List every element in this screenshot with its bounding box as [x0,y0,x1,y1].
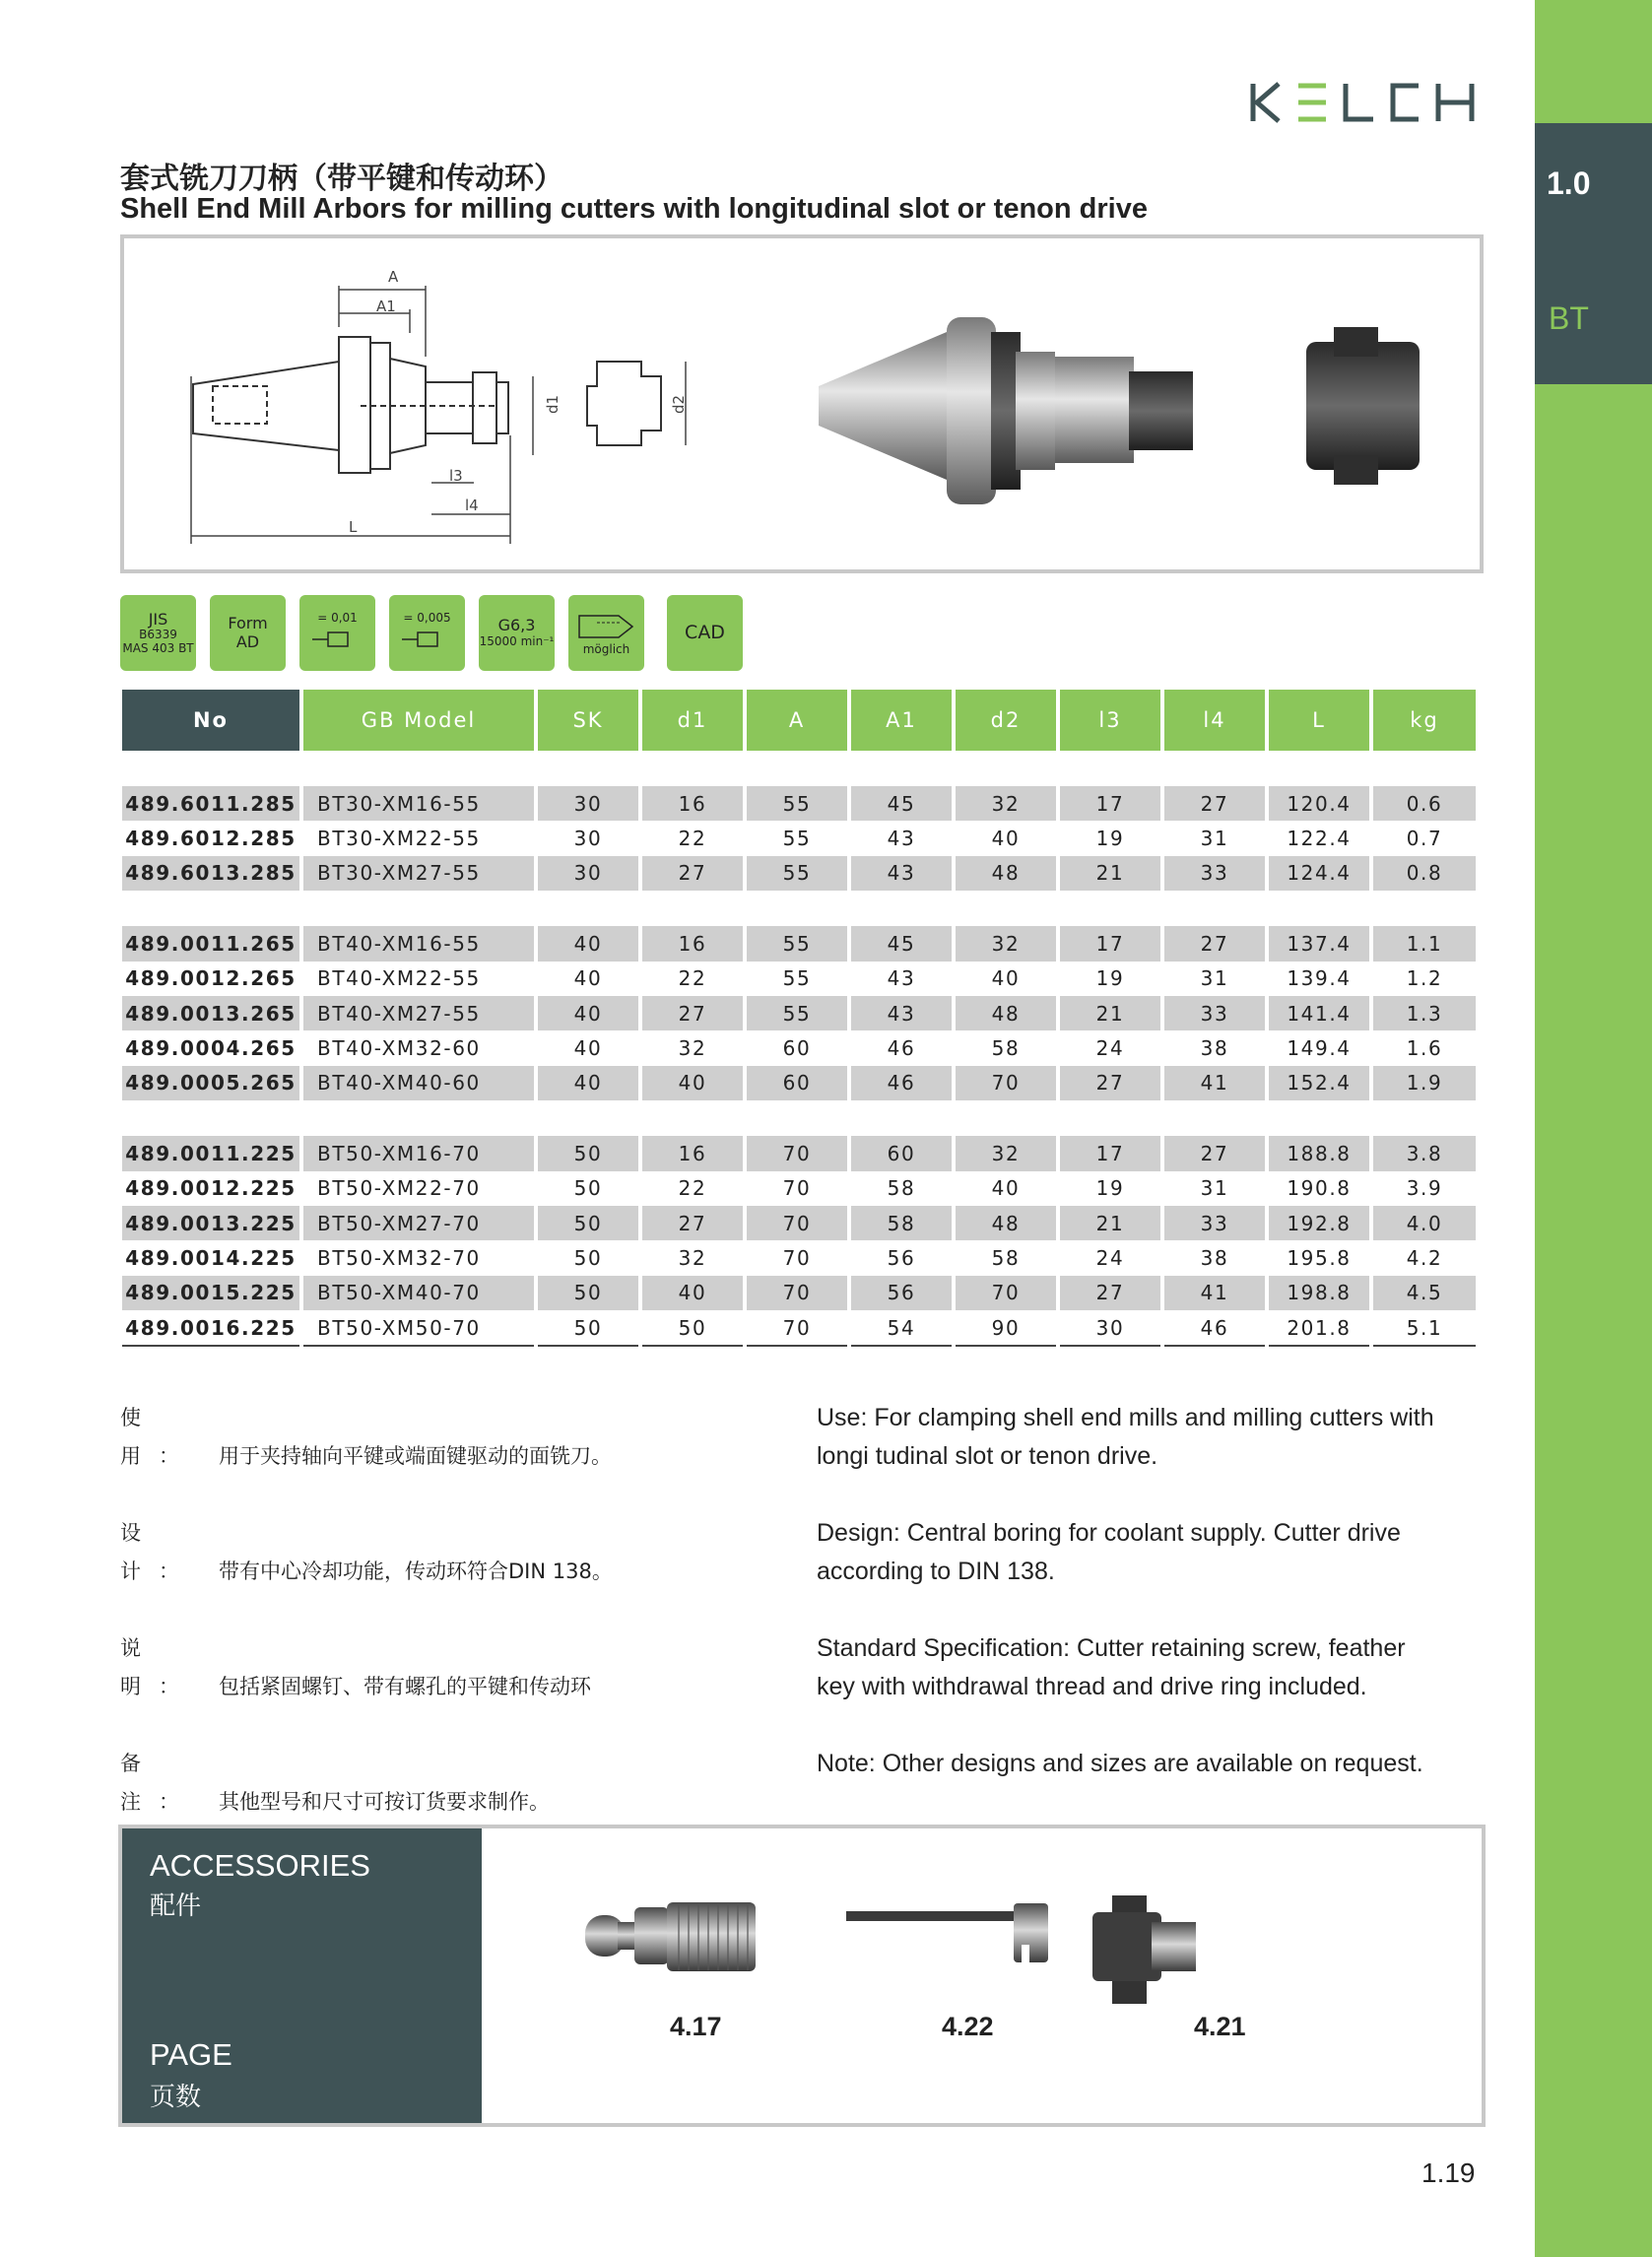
cell-l3: 21 [1060,996,1160,1030]
cell-no: 489.0004.265 [125,1036,297,1061]
cell-d2: 40 [991,1176,1021,1201]
cell-a: 55 [747,786,847,821]
cell-l: 149.4 [1287,1036,1352,1061]
table-row [122,821,1476,855]
cell-a1: 43 [887,966,916,991]
runout-arrow-icon: = 0,01 [317,610,358,625]
page-label: PAGE [150,2037,232,2072]
cell-l: 201.8 [1269,1310,1369,1347]
balance-grade-badge: G6,3 15000 min⁻¹ [479,595,555,671]
cell-gb-model: BT50-XM32-70 [317,1245,481,1270]
cell-a: 70 [782,1245,812,1270]
cell-l: 122.4 [1287,827,1352,851]
cell-a1: 45 [851,786,952,821]
cell-kg: 1.2 [1406,966,1443,991]
cell-d2: 48 [956,996,1056,1030]
cell-kg: 1.1 [1373,926,1476,961]
accessory-ref-wrench[interactable]: 4.22 [942,2012,994,2041]
cell-kg: 4.5 [1373,1276,1476,1310]
cell-kg: 1.3 [1373,996,1476,1030]
cell-gb-model: BT30-XM27-55 [303,856,534,891]
spec-table-body [122,751,1476,1347]
cell-d1: 40 [642,1276,743,1310]
cell-no: 489.6013.285 [122,856,299,891]
cell-a1: 43 [887,827,916,851]
tenon-key-icon [1092,1895,1196,2004]
table-row [122,926,1476,961]
cell-d2: 40 [991,966,1021,991]
page-title-english: Shell End Mill Arbors for milling cutters with longitudinal slot or tenon drive [120,193,1148,225]
cell-d2: 32 [956,1136,1056,1170]
kelch-logo-icon [1249,78,1478,127]
cell-d2: 32 [956,786,1056,821]
cell-d2: 48 [956,856,1056,891]
cell-l4: 33 [1164,996,1265,1030]
table-row [122,1310,1476,1347]
drawing-label-l4: l4 [465,497,479,514]
cell-l3: 24 [1095,1245,1125,1270]
form-ad-badge: Form AD [210,595,286,671]
cell-l: 137.4 [1269,926,1369,961]
cell-no: 489.6012.285 [125,827,297,851]
cell-d1: 16 [642,926,743,961]
drawing-label-l: L [349,518,358,536]
cell-sk: 50 [538,1276,638,1310]
cell-a: 60 [747,1066,847,1100]
cell-no: 489.0013.265 [122,996,299,1030]
cell-kg: 1.6 [1406,1036,1443,1061]
cell-l3: 17 [1060,1136,1160,1170]
cell-l: 192.8 [1269,1206,1369,1240]
cell-gb-model: BT30-XM22-55 [317,827,481,851]
cell-no: 489.0014.225 [125,1245,297,1270]
table-group-spacer [122,891,1476,926]
col-header-l4: l4 [1164,690,1265,751]
page-number: 1.19 [1421,2157,1476,2188]
cell-l4: 33 [1164,856,1265,891]
cell-l: 190.8 [1287,1176,1352,1201]
table-row [122,1276,1476,1310]
page-label-cn: 页数 [150,2083,202,2112]
col-header-a: A [747,690,847,751]
cell-gb-model: BT50-XM40-70 [303,1276,534,1310]
runout-001-badge [299,595,375,671]
cell-sk: 40 [538,926,638,961]
cell-d2: 70 [956,1066,1056,1100]
cell-l3: 24 [1095,1036,1125,1061]
cell-l3: 17 [1060,926,1160,961]
cell-l4: 33 [1164,1206,1265,1240]
cell-l3: 19 [1095,827,1125,851]
cell-kg: 0.7 [1406,827,1443,851]
drive-ring-photo [1306,327,1420,485]
cell-gb-model: BT50-XM50-70 [303,1310,534,1347]
cell-l4: 38 [1200,1245,1229,1270]
cell-gb-model: BT50-XM16-70 [303,1136,534,1170]
cell-a1: 43 [851,996,952,1030]
cell-d2: 58 [991,1245,1021,1270]
cell-d1: 22 [678,966,707,991]
cell-sk: 40 [573,1036,603,1061]
drawing-dimension-lines [191,286,686,544]
cell-sk: 50 [573,1245,603,1270]
table-row [122,1206,1476,1240]
spec-table [118,690,1480,1347]
cell-a: 70 [747,1206,847,1240]
cell-gb-model: BT40-XM32-60 [317,1036,481,1061]
design-cn: 设计： 带有中心冷却功能，传动环符合DIN 138。 [120,1521,613,1583]
table-row [122,1171,1476,1206]
cell-l3: 17 [1060,786,1160,821]
cell-d1: 16 [642,1136,743,1170]
cell-l4: 38 [1200,1036,1229,1061]
cell-no: 489.0016.225 [122,1310,299,1347]
cell-sk: 50 [538,1136,638,1170]
cell-d2: 90 [956,1310,1056,1347]
cell-gb-model: BT50-XM27-70 [303,1206,534,1240]
cell-gb-model: BT50-XM22-70 [317,1176,481,1201]
table-row [122,1240,1476,1275]
cell-l4: 31 [1200,1176,1229,1201]
table-header-row [122,690,1476,751]
cell-d1: 32 [678,1245,707,1270]
table-group-spacer [122,1100,1476,1136]
standard-en: Standard Specification: Cutter retaining screw, feather key with withdrawal thread and drive ring included. [817,1634,1406,1700]
design-en: Design: Central boring for coolant supply. Cutter drive according to DIN 138. [817,1519,1401,1585]
cell-d1: 27 [642,1206,743,1240]
drawing-label-a1: A1 [376,298,396,315]
cell-kg: 3.8 [1373,1136,1476,1170]
cell-l4: 27 [1164,1136,1265,1170]
product-figure [120,234,1484,573]
jis-standard-badge: JIS B6339 MAS 403 BT [120,595,196,671]
runout-gauge-icon [308,625,367,654]
cell-a1: 60 [851,1136,952,1170]
col-header-no: No [122,690,299,751]
cell-d1: 40 [642,1066,743,1100]
sidebar-section-tab [1535,123,1652,384]
cell-a: 70 [747,1136,847,1170]
cell-a1: 54 [851,1310,952,1347]
col-header-d2: d2 [956,690,1056,751]
col-header-kg: kg [1373,690,1476,751]
cell-no: 489.0011.225 [122,1136,299,1170]
series-label: BT [1549,300,1589,336]
col-header-gb-model: GB Model [303,690,534,751]
cell-d1: 22 [678,1176,707,1201]
spacer-cell [122,891,1476,926]
cell-d2: 48 [956,1206,1056,1240]
cell-d2: 70 [956,1276,1056,1310]
cell-l: 188.8 [1269,1136,1369,1170]
cell-d1: 50 [642,1310,743,1347]
cell-a1: 58 [851,1206,952,1240]
page-title-chinese: 套式铣刀刀柄（带平键和传动环） [120,162,563,196]
coolant-icon [575,610,638,643]
cell-l4: 41 [1164,1276,1265,1310]
accessory-ref-retention-screw[interactable]: 4.17 [670,2012,722,2041]
cell-gb-model: BT40-XM16-55 [303,926,534,961]
cell-d1: 32 [678,1036,707,1061]
cell-a: 55 [747,856,847,891]
cell-l4: 31 [1200,827,1229,851]
cell-a: 70 [782,1176,812,1201]
cell-l: 198.8 [1269,1276,1369,1310]
col-header-a1: A1 [851,690,952,751]
cell-l: 139.4 [1287,966,1352,991]
cell-l: 120.4 [1269,786,1369,821]
brand-logo [1249,77,1478,141]
retention-screw-icon [585,1902,756,1971]
cell-a1: 56 [887,1245,916,1270]
table-row [122,996,1476,1030]
drawing-label-l3: l3 [449,467,463,485]
accessory-ref-tenon-key[interactable]: 4.21 [1194,2012,1246,2041]
table-row [122,856,1476,891]
cad-badge[interactable]: CAD [667,595,743,671]
drawing-label-a: A [388,268,399,286]
cell-l: 124.4 [1269,856,1369,891]
cell-no: 489.0012.225 [125,1176,297,1201]
section-number: 1.0 [1547,166,1591,201]
table-row [122,1066,1476,1100]
technical-drawing [124,238,1480,569]
cell-no: 489.6011.285 [122,786,299,821]
runout-0005-badge [389,595,465,671]
accessory-images [482,1828,1482,2123]
coolant-badge: möglich [568,595,644,671]
arbor-outline [193,337,661,473]
cell-l: 152.4 [1269,1066,1369,1100]
cell-l3: 27 [1060,1276,1160,1310]
cell-l3: 21 [1060,856,1160,891]
cell-a1: 56 [851,1276,952,1310]
cell-no: 489.0015.225 [122,1276,299,1310]
cell-l4: 46 [1164,1310,1265,1347]
note-en: Note: Other designs and sizes are available on request. [817,1750,1423,1777]
cell-d1: 16 [642,786,743,821]
table-row [122,1030,1476,1065]
cell-gb-model: BT40-XM27-55 [303,996,534,1030]
note-cn: 备注： 其他型号和尺寸可按订货要求制作。 [120,1752,550,1814]
cell-a1: 58 [887,1176,916,1201]
cell-l4: 27 [1164,926,1265,961]
cell-d1: 27 [642,996,743,1030]
cell-sk: 50 [538,1310,638,1347]
cell-d2: 40 [991,827,1021,851]
standard-cn: 说明： 包括紧固螺钉、带有螺孔的平键和传动环 [120,1636,591,1698]
accessories-label-panel [122,1828,482,2123]
accessories-panel [118,1825,1486,2127]
accessories-title: ACCESSORIES [150,1848,370,1883]
cell-l4: 41 [1164,1066,1265,1100]
cell-sk: 40 [538,996,638,1030]
cell-a: 55 [747,926,847,961]
cell-sk: 40 [573,966,603,991]
cell-kg: 0.8 [1373,856,1476,891]
cell-kg: 3.9 [1406,1176,1443,1201]
cell-l3: 27 [1060,1066,1160,1100]
cell-d2: 58 [991,1036,1021,1061]
accessories-title-cn: 配件 [150,1892,202,1921]
cell-a: 60 [782,1036,812,1061]
table-row [122,1136,1476,1170]
cell-d1: 22 [678,827,707,851]
cell-a1: 43 [851,856,952,891]
cell-l3: 30 [1060,1310,1160,1347]
cell-a1: 45 [851,926,952,961]
spacer-cell [122,751,1476,786]
wrench-key-icon [846,1903,1048,1962]
cell-gb-model: BT40-XM22-55 [317,966,481,991]
cell-a: 55 [747,996,847,1030]
cell-a: 55 [782,966,812,991]
col-header-l3: l3 [1060,690,1160,751]
cell-sk: 50 [573,1176,603,1201]
cell-a1: 46 [887,1036,916,1061]
cell-sk: 50 [538,1206,638,1240]
cell-a: 70 [747,1310,847,1347]
cell-l3: 19 [1095,966,1125,991]
cell-a: 55 [782,827,812,851]
col-header-sk: SK [538,690,638,751]
cell-no: 489.0013.225 [122,1206,299,1240]
use-en: Use: For clamping shell end mills and milling cutters with longi tudinal slot or tenon drive. [817,1404,1434,1470]
runout-arrow-icon: = 0,005 [403,610,451,625]
cell-no: 489.0005.265 [122,1066,299,1100]
cell-kg: 4.2 [1406,1245,1443,1270]
cell-l4: 31 [1200,966,1229,991]
drawing-label-d2: d2 [670,394,688,414]
cell-l3: 21 [1060,1206,1160,1240]
cell-a1: 46 [851,1066,952,1100]
cell-kg: 1.9 [1373,1066,1476,1100]
cell-sk: 30 [573,827,603,851]
cell-l: 195.8 [1287,1245,1352,1270]
cell-d2: 32 [956,926,1056,961]
cell-no: 489.0012.265 [125,966,297,991]
cell-kg: 4.0 [1373,1206,1476,1240]
table-row [122,786,1476,821]
spacer-cell [122,1100,1476,1136]
cell-gb-model: BT40-XM40-60 [303,1066,534,1100]
arbor-photo [819,317,1193,504]
cell-kg: 5.1 [1373,1310,1476,1347]
runout-gauge-icon [398,625,457,654]
cell-sk: 40 [538,1066,638,1100]
cell-kg: 0.6 [1373,786,1476,821]
table-row [122,962,1476,996]
cell-l4: 27 [1164,786,1265,821]
cell-a: 70 [747,1276,847,1310]
cell-d1: 27 [642,856,743,891]
drawing-label-d1: d1 [544,394,562,414]
cell-no: 489.0011.265 [122,926,299,961]
use-cn: 使用： 用于夹持轴向平键或端面键驱动的面铣刀。 [120,1406,612,1468]
cell-sk: 30 [538,856,638,891]
cell-l3: 19 [1095,1176,1125,1201]
cell-gb-model: BT30-XM16-55 [303,786,534,821]
table-group-spacer [122,751,1476,786]
col-header-l: L [1269,690,1369,751]
cell-l: 141.4 [1269,996,1369,1030]
col-header-d1: d1 [642,690,743,751]
cell-sk: 30 [538,786,638,821]
